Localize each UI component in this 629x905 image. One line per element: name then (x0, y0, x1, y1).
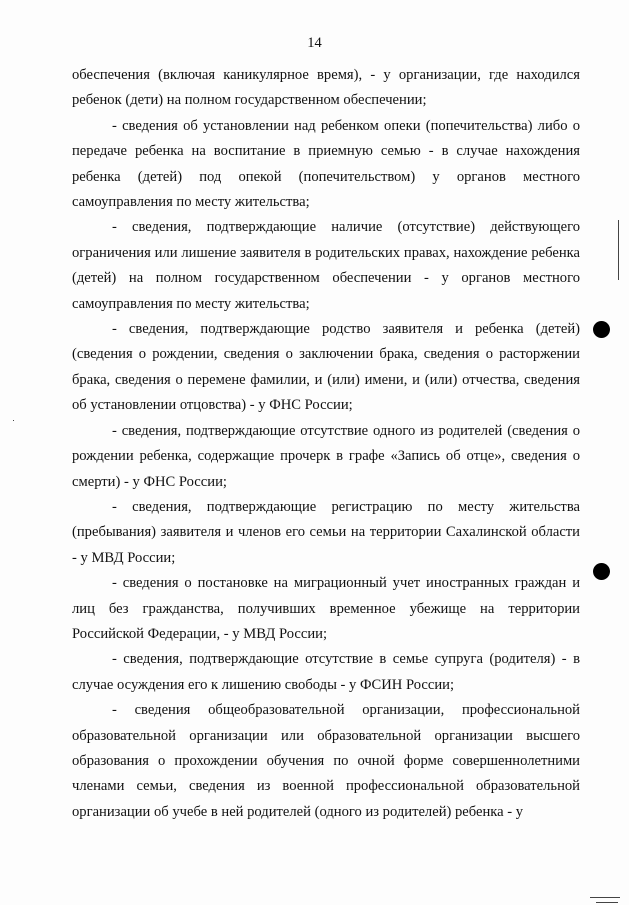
paragraph-parental-rights: - сведения, подтверждающие наличие (отсутствие) действующего ограничения или лишение заявителя в родительских правах, нахождение ребенка (детей) на полном государственном обеспечении - у органов местного самоуправления по месту жительства; (72, 219, 580, 312)
page-number: 14 (307, 35, 322, 51)
paragraph-continuation: обеспечения (включая каникулярное время), - у организации, где находился ребенок (дети) на полном государственном обеспечении; (72, 67, 580, 109)
scan-artifact (590, 897, 620, 898)
scan-artifact (618, 220, 619, 280)
paragraph-guardianship: - сведения об установлении над ребенком опеки (попечительства) либо о передаче ребенка на воспитание в приемную семью - в случае нахождения ребенка (детей) под опекой (попечительством) у органов местного самоуправления по месту жительства; (72, 117, 580, 211)
punch-hole-mark (593, 321, 610, 338)
paragraph-absent-parent: - сведения, подтверждающие отсутствие одного из родителей (сведения о рождении ребенка, содержащие прочерк в графе «Запись об отце», сведения о смерти) - у ФНС России; (72, 422, 580, 490)
paragraph-education: - сведения общеобразовательной организации, профессиональной образовательной организации или образовательной организации высшего образования о прохождении обучения по очной форме совершеннолетними членами семьи, сведения из военной профессиональной образовательной организации об учебе в ней родителей (одного из родителей) ребенка - у (72, 702, 580, 820)
paragraph-migration: - сведения о постановке на миграционный учет иностранных граждан и лиц без гражданства, получивших временное убежище на территории Российской Федерации, - у МВД России; (72, 575, 580, 642)
paragraph-kinship: - сведения, подтверждающие родство заявителя и ребенка (детей) (сведения о рождении, сведения о заключении брака, сведения о расторжении брака, сведения о перемене фамилии, и (или) имени, и (или) отчества, сведения об установлении отцовства) - у ФНС России; (72, 321, 580, 414)
scan-artifact (13, 420, 14, 421)
paragraph-registration: - сведения, подтверждающие регистрацию по месту жительства (пребывания) заявителя и членов его семьи на территории Сахалинской области - у МВД России; (72, 498, 580, 566)
punch-hole-mark (593, 563, 610, 580)
paragraph-imprisonment: - сведения, подтверждающие отсутствие в семье супруга (родителя) - в случае осуждения его к лишению свободы - у ФСИН России; (72, 651, 580, 693)
document-body (72, 63, 580, 825)
scan-artifact (596, 902, 618, 903)
